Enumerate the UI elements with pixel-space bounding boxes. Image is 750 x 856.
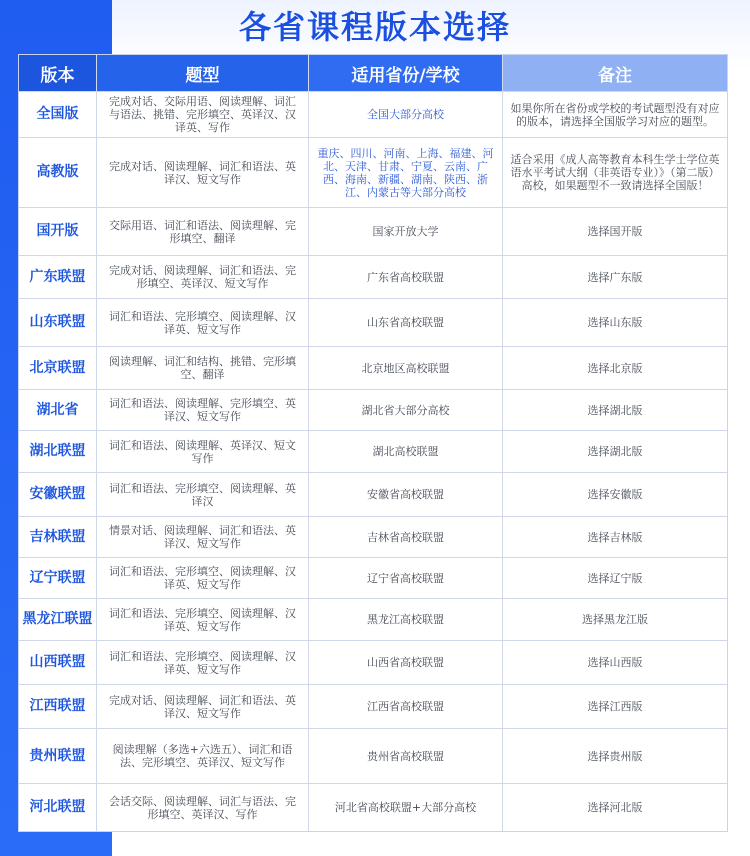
question-types-cell: 阅读理解（多选+六选五）、词汇和语法、完形填空、英译汉、短文写作	[97, 729, 309, 783]
table-header-row	[19, 55, 727, 91]
table-row	[19, 783, 727, 831]
table-row	[19, 298, 727, 346]
province-cell: 山西省高校联盟	[309, 641, 503, 684]
version-cell: 安徽联盟	[19, 473, 97, 516]
note-cell: 如果你所在省份或学校的考试题型没有对应的版本，请选择全国版学习对应的题型。	[510, 101, 720, 128]
question-types-cell: 情景对话、阅读理解、词汇和语法、英译汉、短文写作	[97, 517, 309, 557]
question-types-cell: 完成对话、交际用语、阅读理解、词汇与语法、挑错、完形填空、英译汉、汉译英、写作	[97, 92, 309, 137]
province-cell: 重庆、四川、河南、上海、福建、河北、天津、甘肃、宁夏、云南、广西、海南、新疆、湖南、陕西、浙江、内蒙古等大部分高校	[309, 138, 503, 207]
province-cell: 吉林省高校联盟	[309, 517, 503, 557]
question-types-cell: 词汇和语法、完形填空、阅读理解、汉译英、短文写作	[97, 599, 309, 640]
province-cell: 河北省高校联盟+大部分高校	[309, 784, 503, 831]
note-cell: 选择湖北版	[587, 403, 643, 417]
table-row	[19, 516, 727, 557]
table-row	[19, 640, 727, 684]
province-cell: 贵州省高校联盟	[309, 729, 503, 783]
table-row	[19, 684, 727, 728]
version-cell: 山东联盟	[19, 299, 97, 346]
header-note: 备注	[503, 55, 727, 91]
version-cell: 吉林联盟	[19, 517, 97, 557]
question-types-cell: 交际用语、词汇和语法、阅读理解、完形填空、翻译	[97, 208, 309, 255]
table-row	[19, 389, 727, 430]
header-version: 版本	[19, 55, 97, 91]
version-cell: 国开版	[19, 208, 97, 255]
province-cell: 湖北省大部分高校	[309, 390, 503, 430]
version-cell: 贵州联盟	[19, 729, 97, 783]
province-cell: 黑龙江高校联盟	[309, 599, 503, 640]
version-cell: 湖北省	[19, 390, 97, 430]
note-cell: 选择湖北版	[587, 445, 643, 458]
version-cell: 全国版	[19, 92, 97, 137]
page-title: 各省课程版本选择	[238, 8, 511, 46]
note-cell: 选择山东版	[587, 316, 643, 329]
note-cell: 选择黑龙江版	[582, 613, 648, 626]
version-cell: 辽宁联盟	[19, 558, 97, 598]
version-cell: 广东联盟	[19, 256, 97, 298]
province-cell: 江西省高校联盟	[309, 685, 503, 728]
question-types-cell: 完成对话、阅读理解、词汇和语法、完形填空、英译汉、短文写作	[97, 256, 309, 298]
version-cell: 河北联盟	[19, 784, 97, 831]
note-cell: 选择国开版	[587, 225, 643, 238]
header-question-types: 题型	[97, 55, 309, 91]
question-types-cell: 词汇和语法、完形填空、阅读理解、汉译英、短文写作	[97, 641, 309, 684]
version-cell: 江西联盟	[19, 685, 97, 728]
question-types-cell: 词汇和语法、完形填空、阅读理解、英译汉	[97, 473, 309, 516]
question-types-cell: 完成对话、阅读理解、词汇和语法、英译汉、短文写作	[97, 685, 309, 728]
note-cell: 选择北京版	[587, 361, 643, 375]
table-row	[19, 728, 727, 783]
province-cell: 山东省高校联盟	[309, 299, 503, 346]
table-row	[19, 255, 727, 298]
question-types-cell: 词汇和语法、完形填空、阅读理解、汉译英、短文写作	[97, 299, 309, 346]
note-cell: 选择辽宁版	[587, 571, 643, 585]
question-types-cell: 词汇和语法、阅读理解、完形填空、英译汉、短文写作	[97, 390, 309, 430]
table-row	[19, 598, 727, 640]
note-cell: 选择安徽版	[587, 488, 643, 501]
note-cell: 选择广东版	[587, 270, 643, 284]
version-cell: 山西联盟	[19, 641, 97, 684]
table-row	[19, 207, 727, 255]
question-types-cell: 完成对话、阅读理解、词汇和语法、英译汉、短文写作	[97, 138, 309, 207]
province-cell: 湖北高校联盟	[309, 431, 503, 472]
province-cell: 辽宁省高校联盟	[309, 558, 503, 598]
province-cell: 安徽省高校联盟	[309, 473, 503, 516]
province-cell: 广东省高校联盟	[309, 256, 503, 298]
province-cell: 全国大部分高校	[309, 92, 503, 137]
province-cell: 北京地区高校联盟	[309, 347, 503, 389]
province-cell: 国家开放大学	[309, 208, 503, 255]
note-cell: 选择江西版	[587, 700, 643, 713]
version-cell: 黑龙江联盟	[19, 599, 97, 640]
question-types-cell: 词汇和语法、阅读理解、英译汉、短文写作	[97, 431, 309, 472]
version-cell: 高教版	[19, 138, 97, 207]
table-row	[19, 557, 727, 598]
table-row	[19, 91, 727, 137]
note-cell: 选择山西版	[587, 656, 643, 669]
header-province-school: 适用省份/学校	[309, 55, 503, 91]
version-cell: 北京联盟	[19, 347, 97, 389]
note-cell: 适合采用《成人高等教育本科生学士学位英语水平考试大纲（非英语专业）》（第二版）高校，如果题型不一致请选择全国版！	[510, 153, 720, 192]
note-cell: 选择贵州版	[587, 749, 643, 763]
note-cell: 选择吉林版	[587, 530, 643, 544]
table-row	[19, 137, 727, 207]
table-row	[19, 346, 727, 389]
table-row	[19, 430, 727, 472]
note-cell: 选择河北版	[587, 801, 643, 814]
question-types-cell: 词汇和语法、完形填空、阅读理解、汉译英、短文写作	[97, 558, 309, 598]
table-row	[19, 472, 727, 516]
version-table	[18, 54, 728, 832]
question-types-cell: 阅读理解、词汇和结构、挑错、完形填空、翻译	[97, 347, 309, 389]
version-cell: 湖北联盟	[19, 431, 97, 472]
question-types-cell: 会话交际、阅读理解、词汇与语法、完形填空、英译汉、写作	[97, 784, 309, 831]
